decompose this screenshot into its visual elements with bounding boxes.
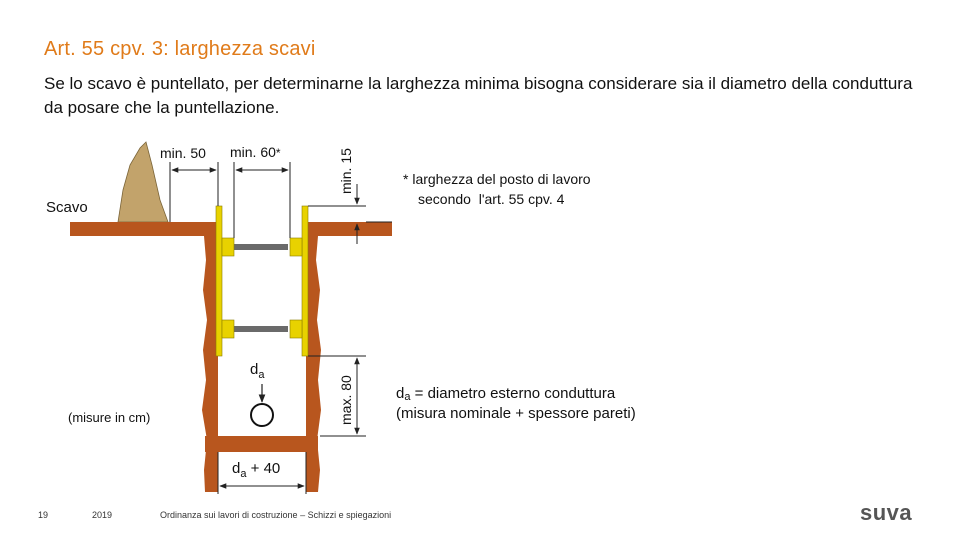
trench-soil-left: [70, 222, 218, 492]
page-number: 19: [38, 510, 49, 520]
waler-upper-right: [290, 238, 302, 256]
label-units: (misure in cm): [68, 410, 151, 425]
trench-bottom: [205, 436, 318, 452]
label-scavo: Scavo: [46, 199, 88, 216]
trench-soil-right: [306, 222, 392, 492]
footer-year: 2019: [92, 510, 113, 520]
intro-text: Se lo scavo è puntellato, per determinarne la larghezza minima bisogna considerare sia il diametro della conduttura da posare che la puntellazione.: [44, 74, 913, 117]
waler-lower-left: [222, 320, 234, 338]
pipe-circle: [251, 404, 273, 426]
slide-title: Art. 55 cpv. 3: larghezza scavi: [44, 38, 316, 60]
strut-lower: [234, 326, 288, 332]
sheeting-board-right: [302, 206, 308, 356]
label-da: $d_a$: [250, 361, 265, 381]
label-min50: min. 50: [160, 145, 206, 161]
label-width: $d_a + 40$: [232, 460, 281, 480]
strut-upper: [234, 244, 288, 250]
waler-lower-right: [290, 320, 302, 338]
label-min60: min. 60*: [230, 144, 281, 160]
legend-line-1: da = diametro esterno conduttura: [396, 385, 616, 403]
footer-source: Ordinanza sui lavori di costruzione – Schizzi e spiegazioni: [160, 510, 392, 520]
label-min15: min. 15: [338, 148, 354, 194]
note-line-1: * larghezza del posto di lavoro: [403, 171, 591, 187]
waler-upper-left: [222, 238, 234, 256]
sheeting-board-left: [216, 206, 222, 356]
note-line-2: secondo l'art. 55 cpv. 4: [418, 191, 565, 207]
label-max80: max. 80: [338, 375, 354, 425]
legend-line-2: (misura nominale + spessore pareti): [396, 405, 636, 422]
brand-logo: suva: [860, 500, 913, 525]
